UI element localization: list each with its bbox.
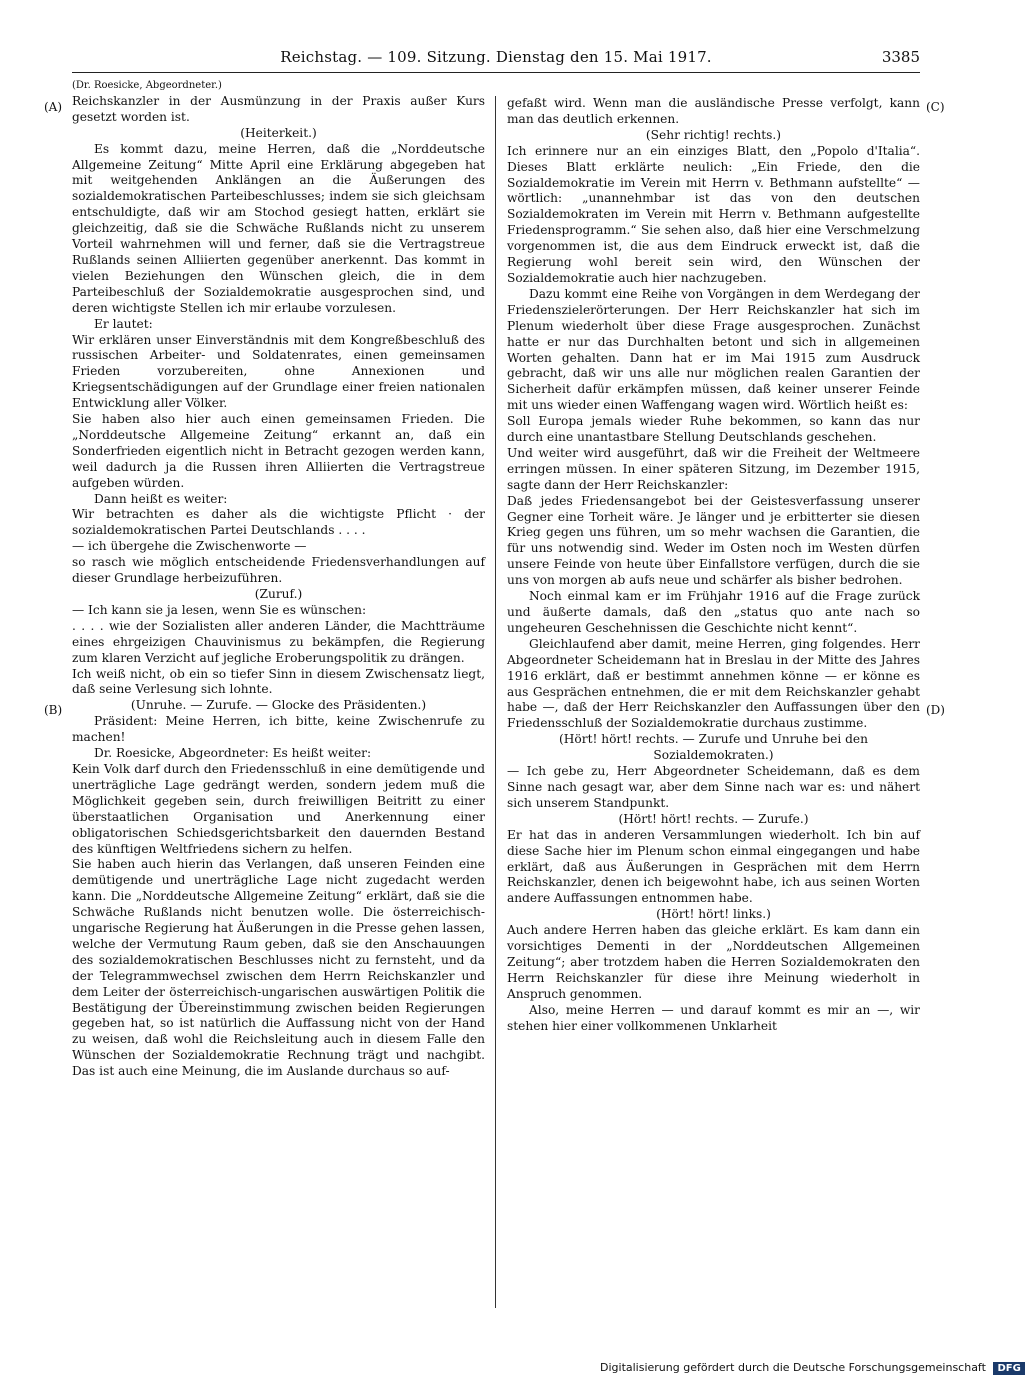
margin-marker-c: (C)	[926, 100, 945, 114]
paragraph: Dann heißt es weiter:	[94, 491, 228, 506]
reaction: (Heiterkeit.)	[240, 125, 317, 140]
digitization-credit	[600, 1361, 1021, 1375]
margin-marker-d: (D)	[926, 703, 945, 717]
quotation: Daß jedes Friedensangebot bei der Geistesverfassung unserer Gegner eine Torheit wäre. Je länger und je erbitterter sie diesen Krieg gegen uns führen, um so mehr wachsen die Garantien, die für uns notwendig sind. Weder im Osten noch im Westen dürfen unsere Feinde von heute über Einfallstore verfügen, durch die sie uns von morgen ab aufs neue und schärfer als bisher bedrohen.	[507, 493, 920, 588]
paragraph: Und weiter wird ausgeführt, daß wir die Freiheit der Weltmeere erringen müssen. In einer späteren Sitzung, im Dezember 1915, sagte dann der Herr Reichskanzler:	[507, 445, 920, 492]
paragraph: Auch andere Herren haben das gleiche erklärt. Es kam dann ein vorsichtiges Dementi in der „Norddeutschen Allgemeinen Zeitung“; aber trotzdem haben die Herren Sozialdemokraten den Herrn Reichskanzler für diese ihre Meinung wiederholt in Anspruch genommen.	[507, 923, 920, 1001]
page-number: 3385	[881, 48, 920, 66]
paragraph: Sie haben auch hierin das Verlangen, daß unseren Feinden eine demütigende und unerträgliche Lage nicht zugedacht werden kann. Die „Norddeutsche Allgemeine Zeitung“ erklärt, daß sie die Schwäche Rußlands nicht benutzen wolle. Die österreichisch-ungarische Regierung hat Äußerungen in die Presse gehen lassen, welche der Vermutung Raum geben, daß sie den Anschauungen des sozialdemokratischen Beschlusses nicht zu fernsteht, und da der Telegrammwechsel zwischen dem Herrn Reichskanzler und dem Leiter der österreichisch-ungarischen auswärtigen Politik die Bestätigung der Übereinstimmung zwischen beiden Regierungen gegeben hat, so ist natürlich die Auffassung nicht von der Hand zu weisen, daß wohl die Reichsleitung auch in diesem Falle den Wünschen der Sozialdemokratie Rechnung trägt und nachgibt. Das ist auch eine Meinung, die im Auslande durchaus so auf-	[72, 857, 485, 1079]
paragraph: Ich erinnere nur an ein einziges Blatt, den „Popolo d'Italia“. Dieses Blatt erklärte neulich: „Ein Friede, den die Sozialdemokratie im Verein mit Herrn v. Bethmann aufstellte“ — wörtlich: „unannehmbar ist das von den deutschen Sozialdemokraten im Verein mit Herrn v. Bethmann aufgestellte Friedensprogramm.“ Sie sehen also, daß hier eine Verschmelzung vorgenommen ist, die aus dem Eindruck erweckt ist, daß die Regierung wohl bereit sein wird, den Wünschen der Sozialdemokratie auch hier nachzugeben.	[507, 143, 920, 285]
paragraph: Präsident: Meine Herren, ich bitte, keine Zwischenrufe zu machen!	[72, 714, 485, 745]
page-header	[72, 48, 920, 70]
quotation: Wir erklären unser Einverständnis mit dem Kongreßbeschluß des russischen Arbeiter- und Soldatenrates, einen gemeinsamen Frieden vorzubereiten, ohne Annexionen und Kriegsentschädigungen auf der Grundlage einer freien nationalen Entwicklung aller Völker.	[72, 332, 485, 411]
reaction: (Hört! hört! rechts. — Zurufe und Unruhe bei den Sozialdemokraten.)	[559, 732, 868, 763]
quotation: Kein Volk darf durch den Friedensschluß in eine demütigende und unerträgliche Lage gedrängt werden, sondern jedem muß die Möglichkeit gegeben sein, durch freiwilligen Beitritt zu einer überstaatlichen Organisation und Anerkennung einer obligatorischen Schiedsgerichtsbarkeit den dauernden Bestand des künftigen Weltfriedens sichern zu helfen.	[72, 761, 485, 856]
paragraph: Dr. Roesicke, Abgeordneter: Es heißt weiter:	[94, 746, 372, 761]
reaction: (Sehr richtig! rechts.)	[645, 127, 782, 142]
paragraph: gefaßt wird. Wenn man die ausländische Presse verfolgt, kann man das deutlich erkennen.	[507, 96, 920, 126]
paragraph: Er lautet:	[94, 316, 153, 331]
paragraph: Reichskanzler in der Ausmünzung in der Praxis außer Kurs gesetzt worden ist.	[72, 93, 485, 124]
paragraph: Gleichlaufend aber damit, meine Herren, ging folgendes. Herr Abgeordneter Scheidemann hat in Breslau in der Mitte des Jahres 1916 erklärt, daß er bestimmt annehmen könne — er könne es aus Gesprächen entnehmen, die er mit dem Reichskanzler gehabt habe —, daß der Herr Reichskanzler den Auffassungen über den Friedensschluß der Sozialdemokratie durchaus zustimme.	[507, 636, 920, 731]
paragraph: Es kommt dazu, meine Herren, daß die „Norddeutsche Allgemeine Zeitung“ Mitte April eine Erklärung abgegeben hat mit weitgehenden Anklängen an die Äußerungen des sozialdemokratischen Parteibeschlusses; indem sie sich gleichsam entschuldigte, daß wir am Stochod gesiegt hatten, erklärt sie gleichzeitig, daß sie die Schwäche Rußlands nicht zu unserem Vorteil wahrnehmen will und ferner, daß sie die Vertragstreue Rußlands seinen Alliierten gegenüber anerkennt. Das kommt in vielen Beziehungen den Wünschen gleich, die in dem Parteibeschluß der Sozialdemokratie ausgesprochen sind, und deren wichtigste Stellen ich mir erlaube vorzulesen.	[72, 141, 485, 315]
paragraph: Noch einmal kam er im Frühjahr 1916 auf die Frage zurück und äußerte damals, daß den „status quo ante nach so ungeheuren Geschehnissen die Geschichte nicht kennt“.	[507, 589, 920, 635]
credit-text: Digitalisierung gefördert durch die Deutsche Forschungsgemeinschaft	[600, 1361, 986, 1374]
paragraph: — ich übergehe die Zwischenworte —	[72, 539, 307, 554]
dfg-logo: DFG	[993, 1362, 1024, 1375]
reaction: (Hört! hört! links.)	[656, 907, 771, 922]
margin-marker-b: (B)	[44, 703, 63, 717]
speaker-note: (Dr. Roesicke, Abgeordneter.)	[72, 80, 222, 91]
right-column	[507, 96, 920, 1034]
paragraph: — Ich kann sie ja lesen, wenn Sie es wünschen:	[72, 602, 367, 617]
paragraph: Also, meine Herren — und darauf kommt es mir an —, wir stehen hier einer vollkommenen Unklarheit	[507, 1002, 920, 1033]
header-rule	[72, 72, 920, 73]
paragraph: Sie haben also hier auch einen gemeinsamen Frieden. Die „Norddeutsche Allgemeine Zeitung“ erkannt an, daß ein Sonderfrieden eigentlich nicht in Betracht gezogen werden kann, weil dadurch ja die Russen ihren Alliierten die Vertragstreue aufgeben würden.	[72, 412, 485, 490]
paragraph: Ich weiß nicht, ob ein so tiefer Sinn in diesem Zwischensatz liegt, daß seine Verlesung sich lohnte.	[72, 666, 485, 697]
quotation: Soll Europa jemals wieder Ruhe bekommen, so kann das nur durch eine unantastbare Stellung Deutschlands geschehen.	[507, 414, 920, 445]
running-title: Reichstag. — 109. Sitzung. Dienstag den 15. Mai 1917.	[280, 48, 712, 66]
column-divider	[495, 96, 496, 1308]
reaction: (Unruhe. — Zurufe. — Glocke des Präsidenten.)	[130, 698, 427, 713]
paragraph: Dazu kommt eine Reihe von Vorgängen in dem Werdegang der Friedenszielerörterungen. Der Herr Reichskanzler hat sich im Plenum wiederholt über diese Frage ausgesprochen. Zunächst hatte er nur das Durchhalten betont und sich in allgemeinen Worten gehalten. Dann hat er im Mai 1915 zum Ausdruck gebracht, daß wir uns alle nur möglichen realen Garantien der Sicherheit dafür erkämpfen müssen, daß keiner unserer Feinde mit uns wieder einen Waffengang wagen wird. Wörtlich heißt es:	[507, 286, 920, 413]
reaction: (Zuruf.)	[254, 587, 303, 601]
paragraph: Er hat das in anderen Versammlungen wiederholt. Ich bin auf diese Sache hier im Plenum schon einmal eingegangen und habe erklärt, daß aus Äußerungen in Gesprächen mit dem Herrn Reichskanzler, denen ich beigewohnt habe, ich aus seinen Worten andere Auffassungen entnommen habe.	[507, 827, 920, 906]
quotation: so rasch wie möglich entscheidende Friedensverhandlungen auf dieser Grundlage herbeizuführen.	[72, 555, 485, 586]
quotation: . . . . wie der Sozialisten aller anderen Länder, die Machtträume eines ehrgeizigen Chauvinismus zu bekämpfen, die Regierung zum klaren Verzicht auf jegliche Eroberungspolitik zu drängen.	[72, 618, 485, 665]
paragraph: — Ich gebe zu, Herr Abgeordneter Scheidemann, daß es dem Sinne nach gesagt war, aber dem Sinne nach war es: und nähert sich unserem Standpunkt.	[507, 764, 920, 810]
reaction: (Hört! hört! rechts. — Zurufe.)	[618, 811, 809, 826]
left-column	[72, 78, 485, 1080]
quotation: Wir betrachten es daher als die wichtigste Pflicht · der sozialdemokratischen Partei Deutschlands . . . .	[72, 507, 485, 538]
margin-marker-a: (A)	[44, 100, 63, 114]
